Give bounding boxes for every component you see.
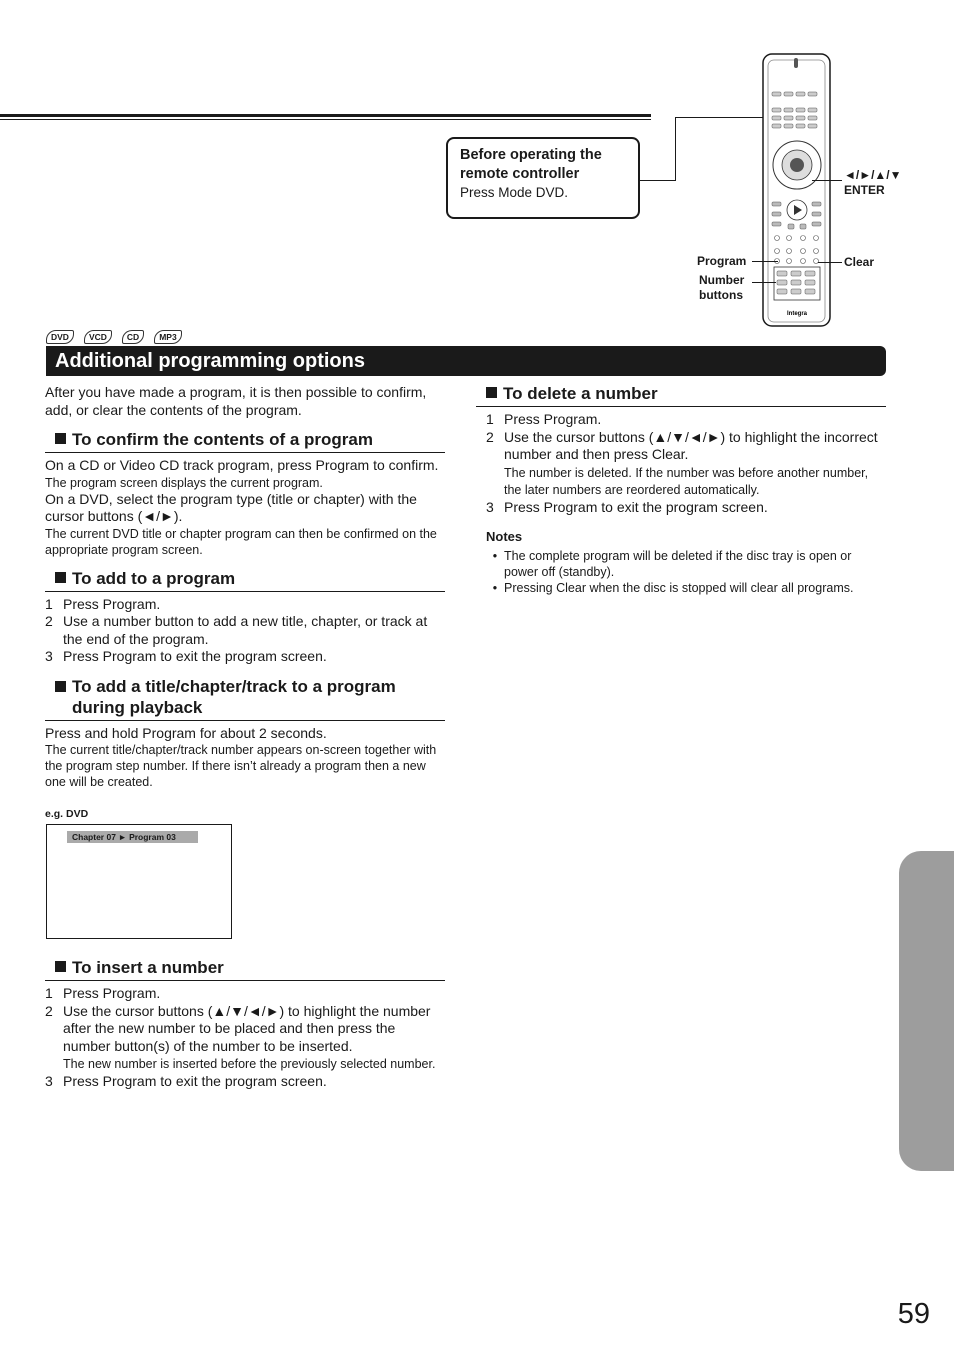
dvd-icon: DVD [46,330,74,344]
confirm-p2: On a DVD, select the program type (title or chapter) with the cursor buttons (◄/►). [45,490,417,524]
number-callout-line [752,282,776,283]
side-tab [899,851,954,1171]
example-label: e.g. DVD [45,808,89,820]
notes-list [486,548,886,596]
list-item: 1 Press Program. [45,985,161,1001]
list-item: • Pressing Clear when the disc is stopped will clear all programs. [492,580,854,595]
add-playback-s1: The current title/chapter/track number appears on-screen together with the program step number. If there isn’t already a program then a new one will be created. [45,743,437,789]
step-note: The number is deleted. If the number was before another number, the later numbers are reordered automatically. [504,465,869,497]
callout-connector [640,180,676,181]
confirm-p1: On a CD or Video CD track program, press Program to confirm. [45,457,439,473]
step-text: Press Program to exit the program screen. [63,648,327,664]
list-item [45,648,445,666]
insert-heading-text: To insert a number [72,958,224,977]
step-text: Press Program. [63,595,161,612]
mp3-icon: MP3 [154,330,181,344]
note-text: The complete program will be deleted if the disc tray is open or power off (standby). [504,548,852,579]
step-text: Use the cursor buttons (▲/▼/◄/►) to highlight the number after the new number to be placed and then press the number button(s) of the number to be inserted. [63,1002,431,1054]
add-heading [45,568,445,592]
square-bullet-icon [55,433,66,444]
before-operating-text: Press Mode DVD. [460,185,569,200]
list-item [45,596,445,614]
cursor-callout-line [812,180,842,181]
top-rule [0,114,651,117]
confirm-s2: The current DVD title or chapter program can then be confirmed on the appropriate program screen. [45,526,437,557]
add-steps [45,596,445,666]
cursor-label: ◄/►/▲/▼ [844,168,902,182]
intro-text: After you have made a program, it is then possible to confirm, add, or clear the contents of the program. [45,384,427,418]
insert-heading [45,957,445,981]
clear-callout-line [818,262,842,263]
callout-connector-top [675,117,771,118]
add-playback-heading-text: To add a title/chapter/track to a program during playback [72,676,396,717]
remote-brand-logo: Integra [786,311,808,317]
program-screen-bar: Chapter 07 ► Program 03 [67,831,198,843]
delete-heading [476,383,886,407]
add-playback-p1: Press and hold Program for about 2 seconds. [45,724,327,741]
program-label: Program [697,254,747,268]
remote-controller-illustration [760,52,834,328]
list-item: 2 Use the cursor buttons (▲/▼/◄/►) to highlight the incorrect number and then press Clear. The number is deleted. If the number was before another number, the later numbers are reordered automatically. [486,428,878,497]
square-bullet-icon [55,681,66,692]
step-text: Use the cursor buttons (▲/▼/◄/►) to highlight the incorrect number and then press Clear. [504,428,878,462]
list-item: 3 Press Program to exit the program screen. [486,498,768,515]
list-item: • The complete program will be deleted if the disc tray is open or power off (standby). [486,548,886,580]
step-text: Press Program to exit the program screen. [63,1072,327,1089]
square-bullet-icon [55,572,66,583]
section-banner: Additional programming options [46,346,886,376]
add-playback-heading [45,676,445,721]
confirm-heading [45,429,445,453]
list-item: 2 Use the cursor buttons (▲/▼/◄/►) to highlight the number after the new number to be placed and then press the number button(s) of the number to be inserted. The new number is inserted before the previously selected number. [45,1002,436,1071]
step-text: Use a number button to add a new title, chapter, or track at the end of the program. [63,613,428,647]
add-heading-text: To add to a program [72,568,236,588]
left-column [45,384,445,790]
list-item: 3 Press Program to exit the program screen. [45,1072,327,1089]
delete-heading-text: To delete a number [503,384,658,403]
confirm-s1: The program screen displays the current program. [45,475,323,490]
square-bullet-icon [486,387,497,398]
insert-section [45,957,445,1090]
note-text: Pressing Clear when the disc is stopped will clear all programs. [504,580,854,595]
step-number: 2 [45,613,53,629]
number-buttons-label: Number buttons [699,273,745,302]
cd-icon: CD [122,330,144,344]
program-callout-line [752,261,778,262]
square-bullet-icon [55,961,66,972]
step-number: 1 [45,595,53,612]
step-text: Press Program. [63,985,161,1001]
top-rule-thin [0,119,651,120]
step-note: The new number is inserted before the previously selected number. [63,1057,436,1071]
notes-heading: Notes [486,529,523,544]
clear-label: Clear [844,255,875,269]
right-column [486,383,886,596]
enter-label: ENTER [844,183,885,197]
before-operating-box [446,137,640,219]
list-item: 1 Press Program. [486,411,602,427]
page-number: 59 [897,1298,930,1330]
example-screen [46,824,232,939]
step-number: 3 [45,648,53,664]
step-text: Press Program to exit the program screen. [504,498,768,515]
callout-connector-vertical [675,117,676,181]
before-operating-title: Before operating the remote controller [460,147,602,182]
step-text: Press Program. [504,411,602,427]
list-item [45,613,445,648]
vcd-icon: VCD [84,330,112,344]
confirm-heading-text: To confirm the contents of a program [72,430,373,449]
disc-type-icons [46,330,182,344]
